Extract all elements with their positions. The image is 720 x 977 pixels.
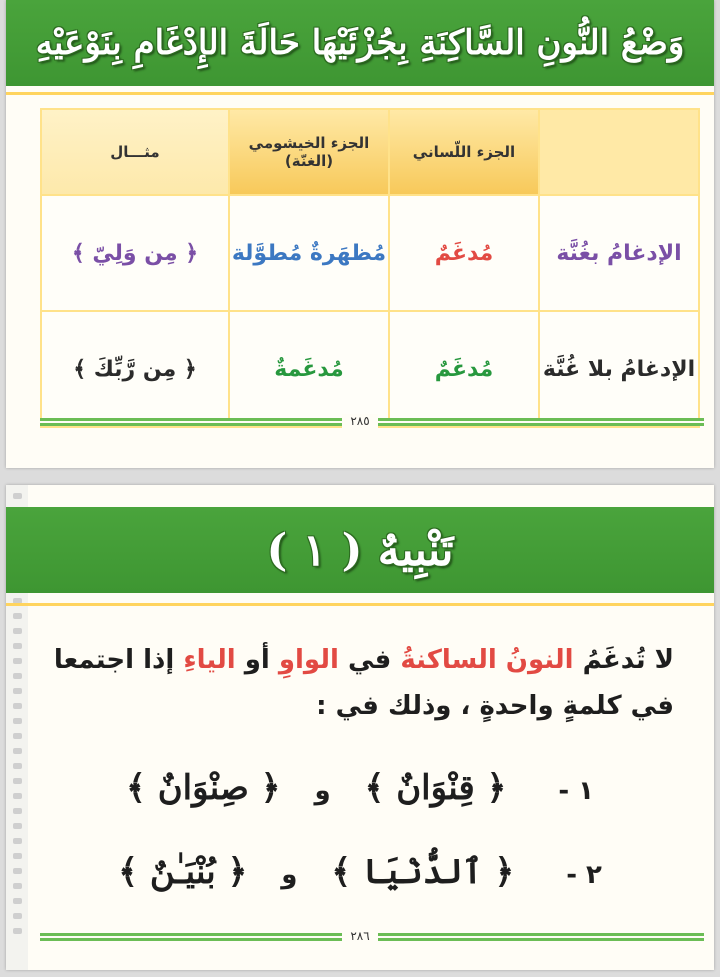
table-cell: مُدغَمٌ: [389, 195, 539, 311]
example-word: ﴿ قِنْوَانٌ ﴾: [364, 768, 507, 808]
table-cell: الإدغامُ بلا غُنَّة: [539, 311, 699, 427]
table-header: مثـــال: [41, 109, 229, 195]
table-row: [41, 311, 699, 427]
highlight: النونُ الساكنةُ: [400, 645, 574, 675]
note-paragraph: [46, 637, 674, 729]
title-banner: [6, 0, 714, 86]
example-word: ﴿ ٱلدُّنْيَا ﴾: [331, 852, 515, 892]
table-header: الجزء اللّساني: [389, 109, 539, 195]
page-285: [6, 0, 714, 468]
highlight: الواوِ: [278, 645, 339, 675]
table-cell: الإدغامُ بغُنَّة: [539, 195, 699, 311]
page-title: تَنْبِيهٌ ( ١ ): [266, 524, 454, 576]
example-word: ﴿ بُنْيَـٰنٌ ﴾: [118, 852, 248, 892]
table-header: [539, 109, 699, 195]
table-header-row: [41, 109, 699, 195]
example-row: ٢ - ﴿ ٱلدُّنْيَا ﴾ و ﴿ بُنْيَـٰنٌ ﴾: [118, 852, 602, 892]
table-header: الجزء الخيشومي (الغنّة): [229, 109, 389, 195]
page-title: وَضْعُ النُّونِ السَّاكِنَةِ بِجُزْئَيْهَا حَالَةَ الإِدْغَامِ بِنَوْعَيْهِ: [35, 23, 685, 63]
highlight: الياءِ: [183, 645, 236, 675]
page-number: ٢٨٥: [6, 414, 714, 428]
page-286: [6, 485, 714, 970]
example-row: ١ - ﴿ قِنْوَانٌ ﴾ و ﴿ صِنْوَانٌ ﴾: [125, 768, 595, 808]
table-row: [41, 195, 699, 311]
divider: [6, 92, 714, 95]
page-number: ٢٨٦: [6, 929, 714, 943]
table-cell: مُدغَمٌ: [389, 311, 539, 427]
table-cell: ﴿ مِن وَلِيّ ﴾: [41, 195, 229, 311]
divider: [6, 603, 714, 606]
table-cell: ﴿ مِن رَّبِّكَ ﴾: [41, 311, 229, 427]
table-cell: مُظهَرةٌ مُطوَّلة: [229, 195, 389, 311]
title-banner: [6, 507, 714, 593]
idgham-table: [40, 108, 700, 428]
note-line-2: في كلمةٍ واحدةٍ ، وذلك في :: [316, 691, 674, 721]
note-line-1: لا تُدغَمُ النونُ الساكنةُ في الواوِ أو الياءِ إذا اجتمعا: [53, 645, 674, 675]
table-cell: مُدغَمةٌ: [229, 311, 389, 427]
example-word: ﴿ صِنْوَانٌ ﴾: [125, 768, 281, 808]
